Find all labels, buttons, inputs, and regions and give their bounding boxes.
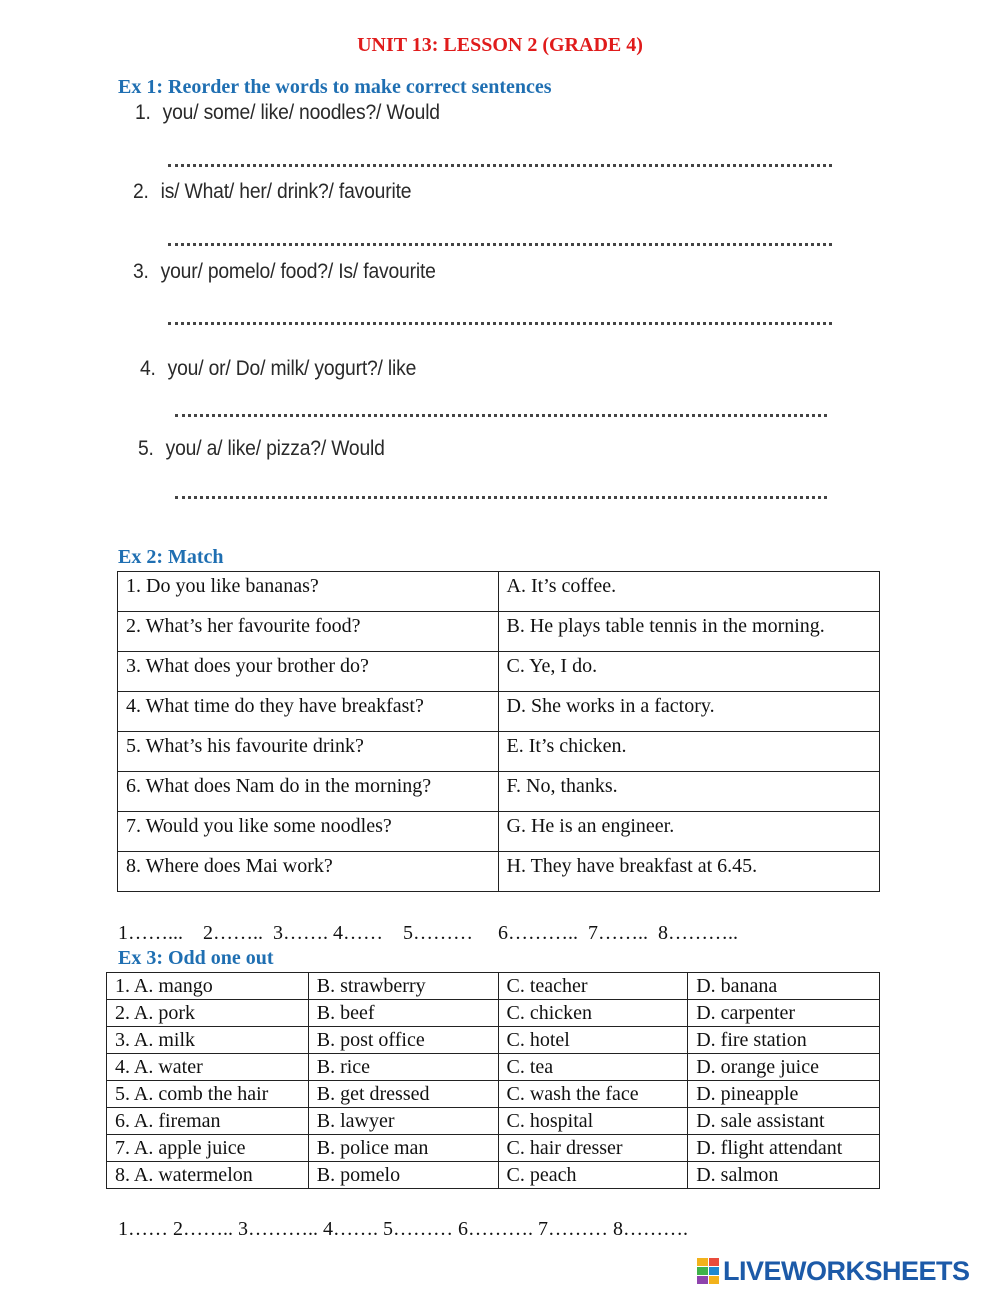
reorder-words: is/ What/ her/ drink?/ favourite [160,180,412,203]
table-row [107,1000,880,1027]
table-row [118,572,880,612]
table-row [118,692,880,732]
match-answer: E. It’s chicken. [498,732,880,772]
match-answer: F. No, thanks. [498,772,880,812]
option-d: D. fire station [688,1027,880,1054]
answer-line-4[interactable] [175,414,827,417]
option-c: C. teacher [498,973,688,1000]
match-answer: B. He plays table tennis in the morning. [498,612,880,652]
option-b: B. post office [308,1027,498,1054]
option-d: D. carpenter [688,1000,880,1027]
option-b: B. strawberry [308,973,498,1000]
ex3-heading: Ex 3: Odd one out [118,947,274,969]
table-row [107,1027,880,1054]
option-c: C. hospital [498,1108,688,1135]
ex2-heading: Ex 2: Match [118,546,224,568]
match-answer: H. They have breakfast at 6.45. [498,852,880,892]
match-question: 6. What does Nam do in the morning? [118,772,499,812]
reorder-item-2 [133,180,436,204]
match-table [117,571,880,892]
table-row [118,772,880,812]
reorder-number: 3. [133,260,149,283]
answer-line-2[interactable] [168,243,832,246]
table-row [107,1054,880,1081]
reorder-words: you/ some/ like/ noodles?/ Would [162,101,440,124]
table-row [107,1108,880,1135]
option-c: C. peach [498,1162,688,1189]
answer-line-5[interactable] [175,496,827,499]
table-row [107,1162,880,1189]
ex2-answer-blanks[interactable]: 1……... 2…….. 3……. 4…… 5……… 6……….. 7…….. 8……….. [118,922,738,944]
match-answer: G. He is an engineer. [498,812,880,852]
option-c: C. chicken [498,1000,688,1027]
table-row [107,1135,880,1162]
reorder-words: you/ a/ like/ pizza?/ Would [165,437,385,460]
reorder-item-4 [140,357,440,381]
option-d: D. flight attendant [688,1135,880,1162]
option-b: B. lawyer [308,1108,498,1135]
table-row [118,852,880,892]
reorder-item-1 [135,101,466,125]
option-a: 1. A. mango [107,973,309,1000]
option-b: B. pomelo [308,1162,498,1189]
reorder-number: 1. [135,101,151,124]
match-answer: A. It’s coffee. [498,572,880,612]
option-b: B. beef [308,1000,498,1027]
option-b: B. rice [308,1054,498,1081]
answer-line-1[interactable] [168,164,832,167]
reorder-number: 2. [133,180,149,203]
option-d: D. banana [688,973,880,1000]
match-question: 8. Where does Mai work? [118,852,499,892]
match-question: 5. What’s his favourite drink? [118,732,499,772]
reorder-number: 5. [138,437,154,460]
option-a: 6. A. fireman [107,1108,309,1135]
option-b: B. police man [308,1135,498,1162]
answer-line-3[interactable] [168,322,832,325]
option-a: 7. A. apple juice [107,1135,309,1162]
option-a: 8. A. watermelon [107,1162,309,1189]
odd-one-out-table [106,972,880,1189]
table-row [107,1081,880,1108]
option-a: 5. A. comb the hair [107,1081,309,1108]
logo-mark-icon [697,1258,719,1284]
option-d: D. sale assistant [688,1108,880,1135]
option-a: 4. A. water [107,1054,309,1081]
match-answer: D. She works in a factory. [498,692,880,732]
ex3-answer-blanks[interactable]: 1…… 2…….. 3……….. 4……. 5……… 6………. 7……… 8………. [118,1218,688,1240]
match-question: 2. What’s her favourite food? [118,612,499,652]
option-c: C. wash the face [498,1081,688,1108]
reorder-item-3 [133,260,462,284]
ex1-heading: Ex 1: Reorder the words to make correct sentences [118,76,552,98]
reorder-words: your/ pomelo/ food?/ Is/ favourite [160,260,436,283]
match-question: 1. Do you like bananas? [118,572,499,612]
option-c: C. hair dresser [498,1135,688,1162]
option-d: D. orange juice [688,1054,880,1081]
page-title: UNIT 13: LESSON 2 (GRADE 4) [357,34,643,56]
match-question: 4. What time do they have breakfast? [118,692,499,732]
option-a: 2. A. pork [107,1000,309,1027]
table-row [107,973,880,1000]
option-c: C. tea [498,1054,688,1081]
option-a: 3. A. milk [107,1027,309,1054]
table-row [118,612,880,652]
option-c: C. hotel [498,1027,688,1054]
option-b: B. get dressed [308,1081,498,1108]
option-d: D. salmon [688,1162,880,1189]
table-row [118,812,880,852]
reorder-number: 4. [140,357,156,380]
match-question: 7. Would you like some noodles? [118,812,499,852]
table-row [118,732,880,772]
table-row [118,652,880,692]
match-question: 3. What does your brother do? [118,652,499,692]
liveworksheets-logo [697,1255,970,1287]
logo-text: LIVEWORKSHEETS [723,1255,970,1286]
match-answer: C. Ye, I do. [498,652,880,692]
option-d: D. pineapple [688,1081,880,1108]
reorder-words: you/ or/ Do/ milk/ yogurt?/ like [167,357,417,380]
reorder-item-5 [138,437,406,461]
